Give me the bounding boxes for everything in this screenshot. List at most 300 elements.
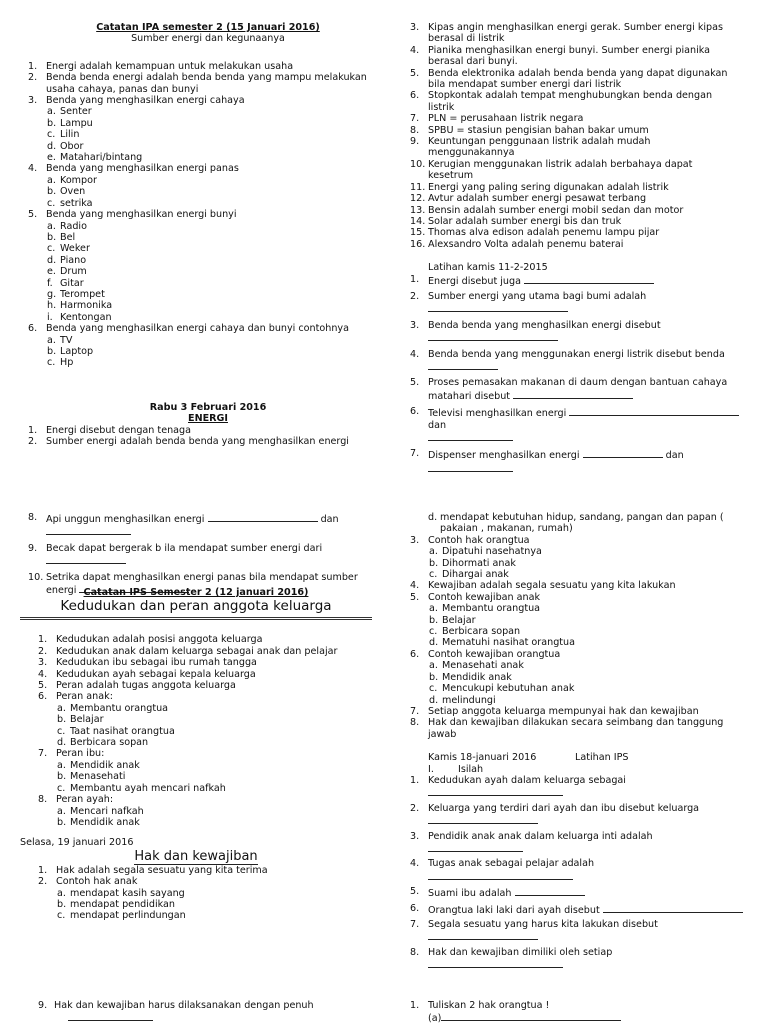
list-item xyxy=(410,947,745,972)
item-number: 7. xyxy=(38,748,48,760)
sub-text: Mendidik anak xyxy=(442,671,512,683)
item-number: 1. xyxy=(410,1000,420,1011)
answer-blank[interactable] xyxy=(569,406,739,416)
sub-text: Harmonika xyxy=(60,300,113,312)
sub-item xyxy=(28,141,388,152)
item-text: Benda yang menghasilkan energi cahaya dan bunyi contohnya xyxy=(46,323,349,335)
sub-text: Oven xyxy=(60,186,86,198)
answer-line xyxy=(428,431,740,444)
list-item xyxy=(38,634,372,645)
list-item xyxy=(38,876,372,887)
list-item xyxy=(28,512,373,539)
item-text: Hak dan kewajiban dilakukan secara seimbang dan tanggung jawab xyxy=(428,717,724,740)
sub-text: Radio xyxy=(60,220,87,232)
list-item xyxy=(28,323,388,334)
sub-item xyxy=(38,771,372,782)
sub-letter: b. xyxy=(47,231,57,243)
list-item xyxy=(38,646,372,657)
hak-kewajiban-list xyxy=(410,535,745,740)
sub-text: Senter xyxy=(60,106,92,118)
sub-text: mendapat perlindungan xyxy=(70,910,186,922)
list-item xyxy=(28,543,373,568)
item-number: 2. xyxy=(28,436,38,448)
sub-letter: d. xyxy=(428,512,438,523)
ipa-notes-column xyxy=(28,22,388,369)
answer-line xyxy=(46,525,373,538)
item-number: 6. xyxy=(410,90,420,102)
item-number: 1. xyxy=(38,864,48,876)
sub-letter: a. xyxy=(57,805,66,817)
sub-item xyxy=(38,737,372,748)
sub-item xyxy=(38,817,372,828)
sub-letter: a. xyxy=(429,660,438,672)
latihan-list xyxy=(410,274,740,480)
sub-item xyxy=(28,255,388,266)
sub-letter: e. xyxy=(47,152,56,164)
sub-item xyxy=(38,703,372,714)
list-item xyxy=(38,865,372,876)
item-text: Keluarga yang terdiri dari ayah dan ibu disebut keluarga xyxy=(428,802,700,814)
item-text: Pendidik anak anak dalam keluarga inti adalah xyxy=(428,830,653,842)
answer-line xyxy=(428,786,745,799)
sub-text: mendapat pendidikan xyxy=(70,898,176,910)
item-number: 9. xyxy=(28,542,38,554)
sub-item xyxy=(28,232,388,243)
sub-item xyxy=(28,186,388,197)
sub-text: Membantu orangtua xyxy=(442,603,541,615)
item-number: 1. xyxy=(28,424,38,436)
list-item xyxy=(410,320,740,345)
list-item xyxy=(410,377,740,402)
item-number: 3. xyxy=(410,22,420,33)
answer-blank[interactable] xyxy=(428,360,498,370)
sub-text: Membantu orangtua xyxy=(70,702,169,714)
sub-letter: d. xyxy=(47,254,57,266)
sub-item xyxy=(28,243,388,254)
ips-section xyxy=(20,587,372,922)
item-text: Suami ibu adalah xyxy=(428,888,512,900)
sub-letter: b. xyxy=(47,117,57,129)
item-number: 8. xyxy=(410,946,420,958)
item-text: Segala sesuatu yang harus kita lakukan disebut xyxy=(428,919,658,930)
sub-item xyxy=(38,806,372,817)
answer-line xyxy=(428,302,740,315)
sub-item xyxy=(410,569,745,580)
item-text: Setrika dapat menghasilkan energi panas bila mendapat sumber energi xyxy=(46,571,358,597)
item-text: Tugas anak sebagai pelajar adalah xyxy=(428,858,595,870)
answer-blank[interactable] xyxy=(428,431,513,441)
hak-kewajiban-continued xyxy=(410,512,745,975)
sub-text: Belajar xyxy=(442,614,476,626)
sub-text: Dihargai anak xyxy=(442,569,509,581)
sub-letter: a. xyxy=(47,174,56,186)
item-number: 6. xyxy=(410,902,420,914)
roman-numeral: I. xyxy=(428,763,434,775)
item-text: Pianika menghasilkan energi bunyi. Sumber energi pianika berasal dari bunyi. xyxy=(428,44,711,68)
answer-line xyxy=(428,958,745,971)
list-item xyxy=(410,717,745,740)
rabu-section xyxy=(28,402,388,448)
list-item xyxy=(410,775,745,800)
sub-text: Mendidik anak xyxy=(70,759,140,771)
item-number: 7. xyxy=(410,919,420,930)
item-text: Kewajiban adalah segala sesuatu yang kita lakukan xyxy=(428,580,676,592)
item-number: 16. xyxy=(410,238,426,250)
item-text: Kedudukan ayah sebagai kepala keluarga xyxy=(56,668,256,680)
item-text: Contoh kewajiban orangtua xyxy=(428,648,561,660)
essay-question xyxy=(410,1000,745,1025)
item-number: 7. xyxy=(410,113,420,125)
latihan-title: Latihan kamis 11-2-2015 xyxy=(428,262,548,274)
latihan-ips-header xyxy=(410,752,745,763)
answer-blank[interactable] xyxy=(428,870,573,880)
sub-letter: b. xyxy=(57,898,67,910)
item-text: Kerugian menggunakan listrik adalah berbahaya dapat kesetrum xyxy=(428,158,693,182)
list-item xyxy=(410,205,740,216)
list-item xyxy=(410,216,740,227)
sub-letter: c. xyxy=(57,725,66,737)
answer-blank[interactable] xyxy=(208,512,318,522)
sub-letter: h. xyxy=(47,300,57,312)
sub-item xyxy=(38,726,372,737)
list-item xyxy=(410,22,740,45)
item-text: Hak adalah segala sesuatu yang kita terima xyxy=(56,864,268,876)
sub-text: Gitar xyxy=(60,277,84,289)
item-number: 3. xyxy=(410,830,420,842)
sub-letter: b. xyxy=(47,186,57,198)
answer-blank[interactable] xyxy=(68,1011,153,1021)
item-text: Benda benda energi adalah benda benda yang mampu melakukan usaha cahaya, panas dan bunyi xyxy=(46,72,367,95)
list-item xyxy=(28,72,388,95)
sub-text: Mendidik anak xyxy=(70,816,140,828)
list-item xyxy=(410,349,740,374)
list-item xyxy=(38,794,372,805)
sub-letter: b. xyxy=(47,345,57,357)
list-item xyxy=(28,209,388,220)
item-text: Kedudukan ibu sebagai ibu rumah tangga xyxy=(56,657,257,669)
sub-letter: e. xyxy=(47,266,56,278)
sub-letter: b. xyxy=(429,557,439,569)
item-number: 2. xyxy=(28,72,38,84)
item-text: Peran ayah: xyxy=(56,794,114,806)
item-number: 4. xyxy=(410,348,420,360)
list-item xyxy=(410,903,745,916)
sub-item xyxy=(38,899,372,910)
latihan-ips-label: Latihan IPS xyxy=(575,752,629,764)
list-item xyxy=(410,803,745,828)
list-item xyxy=(28,163,388,174)
hak-title xyxy=(20,849,372,865)
item-text: Tuliskan 2 hak orangtua ! xyxy=(428,1000,550,1011)
item-number: 3. xyxy=(28,95,38,107)
sub-item xyxy=(28,289,388,300)
sub-item xyxy=(410,637,745,648)
item-text: Orangtua laki laki dari ayah disebut xyxy=(428,904,600,916)
item-text: Becak dapat bergerak b ila mendapat sumber energi dari xyxy=(46,542,323,554)
item-number: 3. xyxy=(38,657,48,669)
list-item xyxy=(38,748,372,759)
sub-letter: f. xyxy=(47,277,53,289)
item-number: 4. xyxy=(28,163,38,175)
ips-list xyxy=(20,634,372,828)
list-item xyxy=(410,858,745,883)
item-number: 10. xyxy=(28,571,44,583)
sub-letter: b. xyxy=(429,671,439,683)
item-number: 2. xyxy=(410,290,420,302)
sub-item xyxy=(410,660,745,671)
list-item xyxy=(28,61,388,72)
answer-blank[interactable] xyxy=(46,525,131,535)
sub-letter: c. xyxy=(429,683,438,695)
sub-item xyxy=(410,683,745,694)
sub-item xyxy=(38,714,372,725)
sub-item xyxy=(28,152,388,163)
sub-text: Mencari nafkah xyxy=(70,805,144,817)
sub-letter: b. xyxy=(429,614,439,626)
list-item xyxy=(410,68,740,91)
list-item xyxy=(410,227,740,238)
sub-item xyxy=(28,129,388,140)
sub-item xyxy=(28,266,388,277)
ips-subtitle: Kedudukan dan peran anggota keluarga xyxy=(60,598,332,615)
item-text: Energi disebut dengan tenaga xyxy=(46,424,192,436)
list-item xyxy=(28,425,388,436)
item-number: 1. xyxy=(28,60,38,72)
sub-letter: b. xyxy=(57,771,67,783)
item-text: Thomas alva edison adalah penemu lampu pijar xyxy=(428,227,660,239)
item-text: Kedudukan anak dalam keluarga sebagai anak dan pelajar xyxy=(56,645,338,657)
item-text: PLN = perusahaan listrik negara xyxy=(428,113,584,125)
sub-item xyxy=(410,695,745,706)
sub-item xyxy=(410,626,745,637)
item-number: 12. xyxy=(410,193,426,205)
sub-item xyxy=(410,558,745,569)
item-number: 2. xyxy=(410,802,420,814)
item-number: 10. xyxy=(410,158,426,170)
answer-blank[interactable] xyxy=(583,448,663,458)
item-number: 9. xyxy=(410,136,420,148)
sub-text: Lampu xyxy=(60,117,93,129)
sub-letter: a. xyxy=(47,106,56,118)
sub-text: melindungi xyxy=(442,694,496,706)
item-text: Benda benda yang menghasilkan energi disebut xyxy=(428,319,661,331)
sub-letter: d. xyxy=(57,737,67,749)
answer-line xyxy=(46,554,373,567)
rabu-date: Rabu 3 Februari 2016 xyxy=(149,402,267,413)
sub-letter: c. xyxy=(47,243,56,255)
item-number: 2. xyxy=(38,645,48,657)
sub-text: Kompor xyxy=(60,174,97,186)
sub-item xyxy=(410,546,745,557)
item-text: Energi adalah kemampuan untuk melakukan usaha xyxy=(46,60,294,72)
sub-letter: c. xyxy=(57,782,66,794)
item-number: 4. xyxy=(410,580,420,592)
answer-blank[interactable] xyxy=(513,389,633,399)
answer-blank[interactable] xyxy=(524,274,654,284)
answer-line xyxy=(428,360,740,373)
list-item xyxy=(410,448,740,475)
sub-text: setrika xyxy=(60,197,93,209)
answer-blank[interactable] xyxy=(441,1011,621,1021)
item-text: Hak dan kewajiban harus dilaksanakan dengan penuh xyxy=(54,1000,314,1011)
list-item xyxy=(410,159,740,182)
ipa-subtitle: Sumber energi dan kegunaanya xyxy=(131,33,285,45)
item-text: Contoh hak orangtua xyxy=(428,534,530,546)
item-number: 13. xyxy=(410,204,426,216)
and-word: dan xyxy=(428,419,447,431)
item-text: Solar adalah sumber energi bis dan truk xyxy=(428,215,622,227)
item-number: 4. xyxy=(410,44,420,56)
item-text: Bensin adalah sumber energi mobil sedan dan motor xyxy=(428,204,684,216)
item-number: 1. xyxy=(38,634,48,646)
sub-letter: b. xyxy=(57,714,67,726)
item-number: 6. xyxy=(410,648,420,660)
item-text: SPBU = stasiun pengisian bahan bakar umum xyxy=(428,124,649,136)
item-text: Avtur adalah sumber energi pesawat terbang xyxy=(428,193,647,205)
ipa-list-continued xyxy=(410,22,740,250)
list-item xyxy=(410,193,740,204)
answer-blank[interactable] xyxy=(428,331,558,341)
sub-item xyxy=(38,910,372,921)
ips-title: Catatan IPS Semester 2 (12 januari 2016) xyxy=(83,587,309,598)
sub-text: Bel xyxy=(60,231,76,243)
item-text: Energi disebut juga xyxy=(428,275,521,287)
answer-blank[interactable] xyxy=(428,302,568,312)
item-text: Alexsandro Volta adalah penemu baterai xyxy=(428,238,624,250)
item-text: Contoh kewajiban anak xyxy=(428,591,541,603)
list-item xyxy=(410,90,740,113)
item-text: Benda elektronika adalah benda benda yang dapat digunakan bila mendapat sumber energi dari listrik xyxy=(428,67,728,91)
sub-letter: c. xyxy=(57,910,66,922)
sub-text: TV xyxy=(60,334,73,346)
list-item xyxy=(410,182,740,193)
sub-letter: a. xyxy=(57,887,66,899)
answer-blank[interactable] xyxy=(428,786,563,796)
item-text: Contoh hak anak xyxy=(56,876,138,888)
answer-blank[interactable] xyxy=(428,842,523,852)
answer-blank[interactable] xyxy=(428,958,563,968)
item-number: 5. xyxy=(410,377,420,389)
answer-blank[interactable] xyxy=(428,814,538,824)
sub-text: Laptop xyxy=(60,345,94,357)
sub-item xyxy=(38,783,372,794)
sub-item xyxy=(410,615,745,626)
item-number: 6. xyxy=(28,323,38,335)
item-text: Kipas angin menghasilkan energi gerak. Sumber energi kipas berasal di listrik xyxy=(428,22,724,45)
answer-blank[interactable] xyxy=(515,886,585,896)
sub-item xyxy=(28,300,388,311)
item-text: Sumber energi adalah benda benda yang menghasilkan energi xyxy=(46,436,349,448)
item-text: Keuntungan penggunaan listrik adalah mudah menggunakannya xyxy=(428,136,651,159)
rabu-subtitle: ENERGI xyxy=(188,413,228,425)
item-number: 6. xyxy=(38,691,48,703)
item-text: Peran anak: xyxy=(56,691,113,703)
item-text: Benda yang menghasilkan energi cahaya xyxy=(46,95,245,107)
sub-text: Dihormati anak xyxy=(442,557,516,569)
answer-blank[interactable] xyxy=(428,930,538,940)
item-number: 6. xyxy=(410,406,420,418)
item-text: Benda benda yang menggunakan energi listrik disebut benda xyxy=(428,348,725,360)
sub-text: Drum xyxy=(60,266,87,278)
sub-item xyxy=(38,760,372,771)
list-item xyxy=(410,831,745,856)
answer-blank[interactable] xyxy=(428,462,513,472)
item-text: Setiap anggota keluarga mempunyai hak dan kewajiban xyxy=(428,705,699,717)
item-number: 8. xyxy=(410,124,420,136)
sub-letter: a. xyxy=(57,702,66,714)
isilah-label: Isilah xyxy=(458,763,484,775)
item-number: 1. xyxy=(410,273,420,285)
list-item xyxy=(410,113,740,124)
answer-blank[interactable] xyxy=(603,903,743,913)
item-number: 5. xyxy=(410,67,420,79)
sub-item xyxy=(410,603,745,614)
sub-letter: a. xyxy=(47,220,56,232)
item-text: Energi yang paling sering digunakan adalah listrik xyxy=(428,181,669,193)
list-item xyxy=(410,125,740,136)
item-text: Hak dan kewajiban dimiliki oleh setiap xyxy=(428,946,613,958)
sub-text: Obor xyxy=(60,140,84,152)
sub-text: Belajar xyxy=(70,714,104,726)
list-item xyxy=(38,691,372,702)
item-number: 1. xyxy=(410,774,420,786)
list-item xyxy=(410,886,745,899)
sub-item xyxy=(38,888,372,899)
item-number: 5. xyxy=(410,886,420,898)
and-word: dan xyxy=(665,450,684,462)
sub-item xyxy=(28,346,388,357)
item-number: 3. xyxy=(410,319,420,331)
ips-questions xyxy=(410,775,745,975)
sub-text: Weker xyxy=(60,243,90,255)
double-rule xyxy=(20,617,372,620)
list-item xyxy=(410,706,745,717)
sub-letter: c. xyxy=(47,357,56,369)
sub-text: Membantu ayah mencari nafkah xyxy=(70,782,226,794)
item-number: 7. xyxy=(410,705,420,717)
sub-text: Taat nasihat orangtua xyxy=(70,725,175,737)
list-item xyxy=(410,580,745,591)
list-item xyxy=(410,136,740,159)
sub-letter: d. xyxy=(429,637,439,649)
sub-item xyxy=(28,357,388,368)
hak-last-item xyxy=(38,1000,368,1025)
item-number: 15. xyxy=(410,227,426,239)
list-item xyxy=(28,436,388,447)
sub-text: Berbicara sopan xyxy=(70,737,149,749)
item-number: 4. xyxy=(38,668,48,680)
list-item xyxy=(38,669,372,680)
sub-letter: a. xyxy=(47,334,56,346)
item-text: Stopkontak adalah tempat menghubungkan benda dengan listrik xyxy=(428,90,713,113)
sub-item xyxy=(28,278,388,289)
sub-letter: i. xyxy=(47,311,53,323)
sub-text: mendapat kasih sayang xyxy=(70,887,185,899)
sub-text: Matahari/bintang xyxy=(60,152,143,164)
sub-letter: d. xyxy=(47,140,57,152)
list-item xyxy=(410,291,740,316)
spacer xyxy=(410,972,745,975)
sub-text: Piano xyxy=(60,254,87,266)
item-text: Sumber energi yang utama bagi bumi adalah xyxy=(428,290,647,302)
list-item xyxy=(410,406,740,444)
sub-text: Kentongan xyxy=(60,311,112,323)
answer-blank[interactable] xyxy=(46,554,126,564)
item-text: Dispenser menghasilkan energi xyxy=(428,450,580,462)
list-item xyxy=(28,95,388,106)
ipa-title: Catatan IPA semester 2 (15 Januari 2016) xyxy=(96,22,320,33)
hak-title-text: Hak dan kewajiban xyxy=(134,848,258,864)
